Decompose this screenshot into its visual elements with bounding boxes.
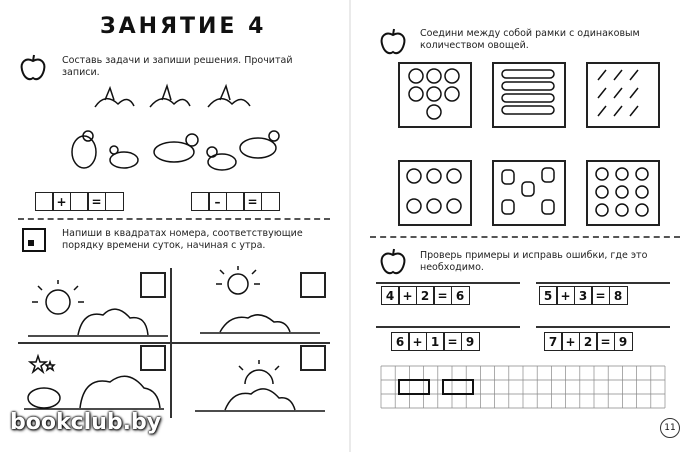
example-cell: = bbox=[596, 332, 615, 351]
apple-icon bbox=[380, 248, 406, 276]
equation-cell[interactable] bbox=[70, 192, 89, 211]
equation-cell[interactable] bbox=[261, 192, 280, 211]
order-box-2[interactable] bbox=[300, 272, 326, 298]
example-cell: = bbox=[443, 332, 462, 351]
section-divider bbox=[18, 218, 330, 220]
equation-cell: = bbox=[87, 192, 106, 211]
watermark-text: bookclub.by bbox=[10, 410, 162, 435]
tomatoes-illustration bbox=[404, 166, 464, 218]
example-3 bbox=[392, 332, 480, 351]
page-title: ЗАНЯТИЕ 4 bbox=[100, 14, 267, 39]
answer-grid[interactable] bbox=[381, 366, 665, 408]
example-cell[interactable]: 5 bbox=[539, 286, 558, 305]
task-4-text: Проверь примеры и исправь ошибки, где это необходимо. bbox=[420, 250, 648, 273]
cabbages-illustration bbox=[404, 66, 464, 122]
example-1 bbox=[382, 286, 470, 305]
onions-illustration bbox=[592, 164, 652, 220]
birds-bottom-illustration bbox=[62, 126, 282, 178]
example-cell: + bbox=[561, 332, 580, 351]
example-cell[interactable]: 9 bbox=[614, 332, 633, 351]
grid-highlight-1 bbox=[399, 380, 429, 394]
example-cell[interactable]: 2 bbox=[579, 332, 598, 351]
example-cell[interactable]: 7 bbox=[544, 332, 563, 351]
order-box-4[interactable] bbox=[300, 345, 326, 371]
equation-cell[interactable] bbox=[226, 192, 245, 211]
square-marker-icon bbox=[22, 228, 46, 252]
example-cell: = bbox=[433, 286, 452, 305]
garland-string bbox=[376, 282, 520, 284]
page-number: 11 bbox=[660, 418, 680, 438]
carrots-illustration bbox=[592, 66, 652, 122]
section-divider bbox=[370, 236, 680, 238]
equation-boxes-2[interactable] bbox=[192, 192, 280, 211]
order-box-1[interactable] bbox=[140, 272, 166, 298]
equation-cell: – bbox=[208, 192, 227, 211]
apple-icon bbox=[20, 54, 46, 82]
garland-string bbox=[536, 282, 670, 284]
example-cell[interactable]: 1 bbox=[426, 332, 445, 351]
example-cell[interactable]: 9 bbox=[461, 332, 480, 351]
book-spine bbox=[349, 0, 351, 452]
example-cell: + bbox=[556, 286, 575, 305]
peppers-illustration bbox=[498, 164, 558, 220]
example-cell: + bbox=[398, 286, 417, 305]
task-2-text: Напиши в квадратах номера, соответствующие порядку времени суток, начиная с утра. bbox=[62, 228, 303, 251]
example-cell[interactable]: 4 bbox=[381, 286, 400, 305]
example-cell: + bbox=[408, 332, 427, 351]
garland-string bbox=[376, 326, 520, 328]
quadrant-hline bbox=[18, 342, 330, 344]
equation-boxes-1[interactable] bbox=[36, 192, 124, 211]
example-4 bbox=[545, 332, 633, 351]
equation-cell: + bbox=[52, 192, 71, 211]
example-cell: = bbox=[591, 286, 610, 305]
equation-cell[interactable] bbox=[35, 192, 54, 211]
example-cell[interactable]: 2 bbox=[416, 286, 435, 305]
example-cell[interactable]: 3 bbox=[574, 286, 593, 305]
cucumbers-illustration bbox=[498, 68, 558, 118]
task-3-text: Соедини между собой рамки с одинаковым количеством овощей. bbox=[420, 28, 640, 51]
example-cell[interactable]: 6 bbox=[391, 332, 410, 351]
grid-highlight-2 bbox=[443, 380, 473, 394]
equation-cell[interactable] bbox=[105, 192, 124, 211]
task-1-text: Составь задачи и запиши решения. Прочитай записи. bbox=[62, 55, 293, 78]
apple-icon bbox=[380, 28, 406, 56]
garland-string bbox=[536, 326, 670, 328]
example-cell[interactable]: 6 bbox=[451, 286, 470, 305]
example-cell[interactable]: 8 bbox=[609, 286, 628, 305]
equation-cell: = bbox=[243, 192, 262, 211]
example-2 bbox=[540, 286, 628, 305]
birds-top-illustration bbox=[90, 82, 260, 120]
equation-cell[interactable] bbox=[191, 192, 210, 211]
order-box-3[interactable] bbox=[140, 345, 166, 371]
